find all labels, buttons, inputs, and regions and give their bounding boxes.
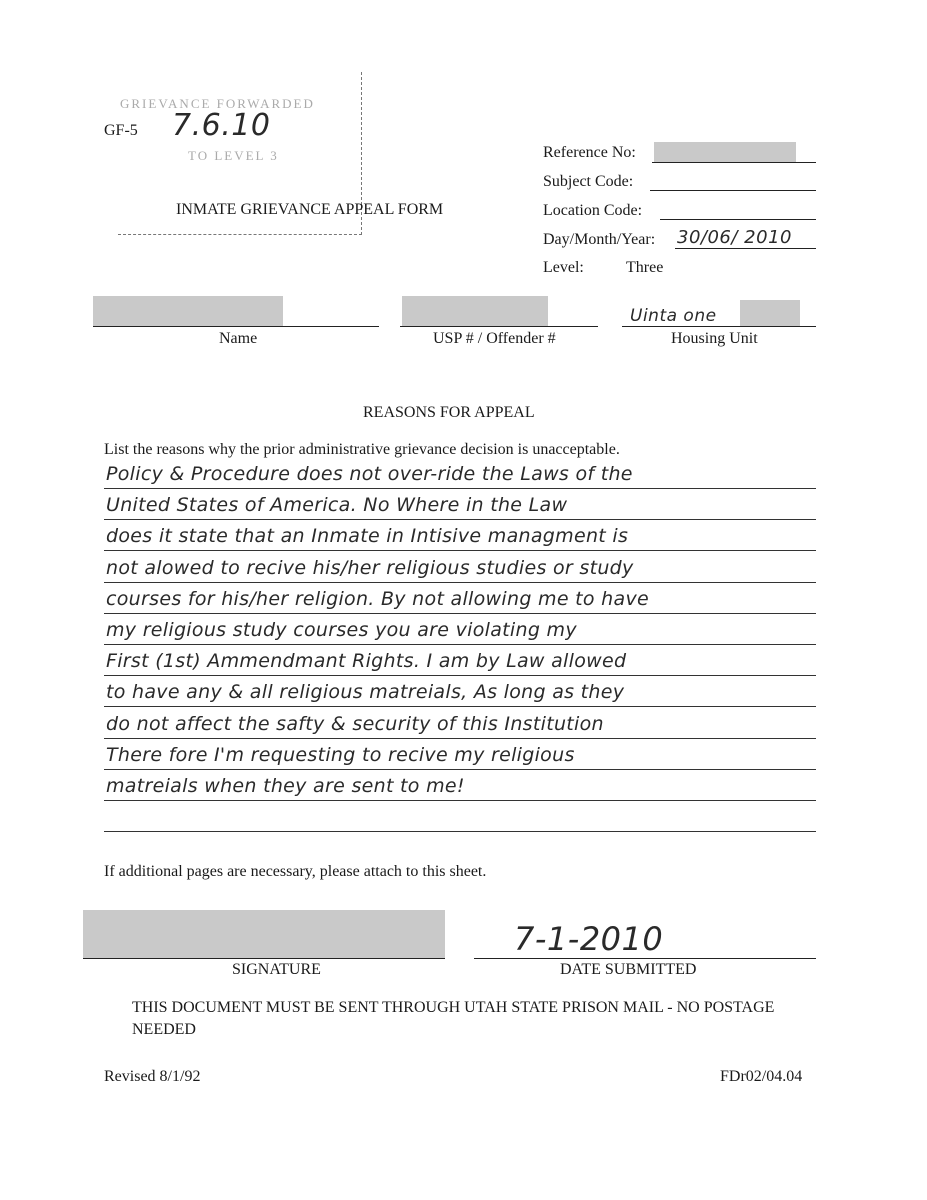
reference-label: Reference No: <box>543 144 636 161</box>
attach-note: If additional pages are necessary, please attach to this sheet. <box>104 863 487 880</box>
reason-line <box>104 582 816 614</box>
reason-line-text: matreials when they are sent to me! <box>106 775 465 797</box>
location-field <box>660 199 816 220</box>
usp-label: USP # / Offender # <box>433 330 556 347</box>
date-value: 30/06/ 2010 <box>677 227 792 248</box>
reason-line-text: to have any & all religious matreials, As long as they <box>106 681 625 704</box>
subject-label: Subject Code: <box>543 173 634 190</box>
name-label: Name <box>219 330 258 347</box>
reason-line <box>104 800 816 832</box>
reason-line <box>104 738 816 770</box>
housing-label: Housing Unit <box>671 330 758 347</box>
reason-line-text: courses for his/her religion. By not allowing me to have <box>106 587 649 610</box>
reason-line <box>104 644 816 676</box>
signature-redaction <box>83 910 445 958</box>
level-value: Three <box>626 259 664 276</box>
signature-label: SIGNATURE <box>232 961 321 978</box>
level-label: Level: <box>543 259 584 276</box>
reason-line <box>104 769 816 801</box>
housing-redaction <box>740 300 800 326</box>
usp-redaction <box>402 296 548 326</box>
reference-redaction <box>654 142 796 162</box>
reason-line-text: not alowed to recive his/her religious studies or study <box>106 556 634 579</box>
reason-line-text: United States of America. No Where in the Law <box>106 494 568 517</box>
reasons-instruction: List the reasons why the prior administrative grievance decision is unacceptable. <box>104 441 620 458</box>
reason-line-text: There fore I'm requesting to recive my religious <box>106 743 575 766</box>
reasons-heading: REASONS FOR APPEAL <box>363 404 535 421</box>
stamp-line-2: TO LEVEL 3 <box>188 148 279 163</box>
reason-line-text: my religious study courses you are violating my <box>106 619 577 641</box>
date-submitted-label: DATE SUBMITTED <box>560 961 697 978</box>
reason-line <box>104 457 816 489</box>
reference-field <box>652 142 816 163</box>
date-field <box>675 228 816 249</box>
date-label: Day/Month/Year: <box>543 231 656 248</box>
reason-line <box>104 488 816 520</box>
reason-line-text: First (1st) Ammendmant Rights. I am by Law allowed <box>106 650 627 673</box>
form-code: GF-5 <box>104 122 138 139</box>
reason-line <box>104 519 816 551</box>
date-submitted-field <box>474 916 816 959</box>
usp-field <box>400 296 598 327</box>
reason-line <box>104 551 816 583</box>
reason-line <box>104 613 816 645</box>
signature-field <box>83 910 445 959</box>
name-field <box>93 296 379 327</box>
mail-notice: THIS DOCUMENT MUST BE SENT THROUGH UTAH STATE PRISON MAIL - NO POSTAGE NEEDED <box>132 999 775 1038</box>
stamp-line-1: GRIEVANCE FORWARDED <box>120 96 315 111</box>
subject-field <box>650 170 816 191</box>
date-submitted-value: 7-1-2010 <box>514 920 664 958</box>
housing-field <box>622 300 816 327</box>
reason-line <box>104 675 816 707</box>
handwritten-number: 7.6.10 <box>172 108 271 143</box>
revised-date: Revised 8/1/92 <box>104 1068 201 1085</box>
reason-line-text: do not affect the safty & security of this Institution <box>106 712 604 735</box>
housing-value: Uinta one <box>630 306 717 326</box>
reason-line <box>104 707 816 739</box>
reason-line-text: does it state that an Inmate in Intisive managment is <box>106 525 629 548</box>
reason-line-text: Policy & Procedure does not over-ride the Laws of the <box>106 463 633 485</box>
form-id: FDr02/04.04 <box>720 1068 803 1085</box>
location-label: Location Code: <box>543 202 643 219</box>
name-redaction <box>93 296 283 326</box>
form-title: INMATE GRIEVANCE APPEAL FORM <box>176 201 444 218</box>
